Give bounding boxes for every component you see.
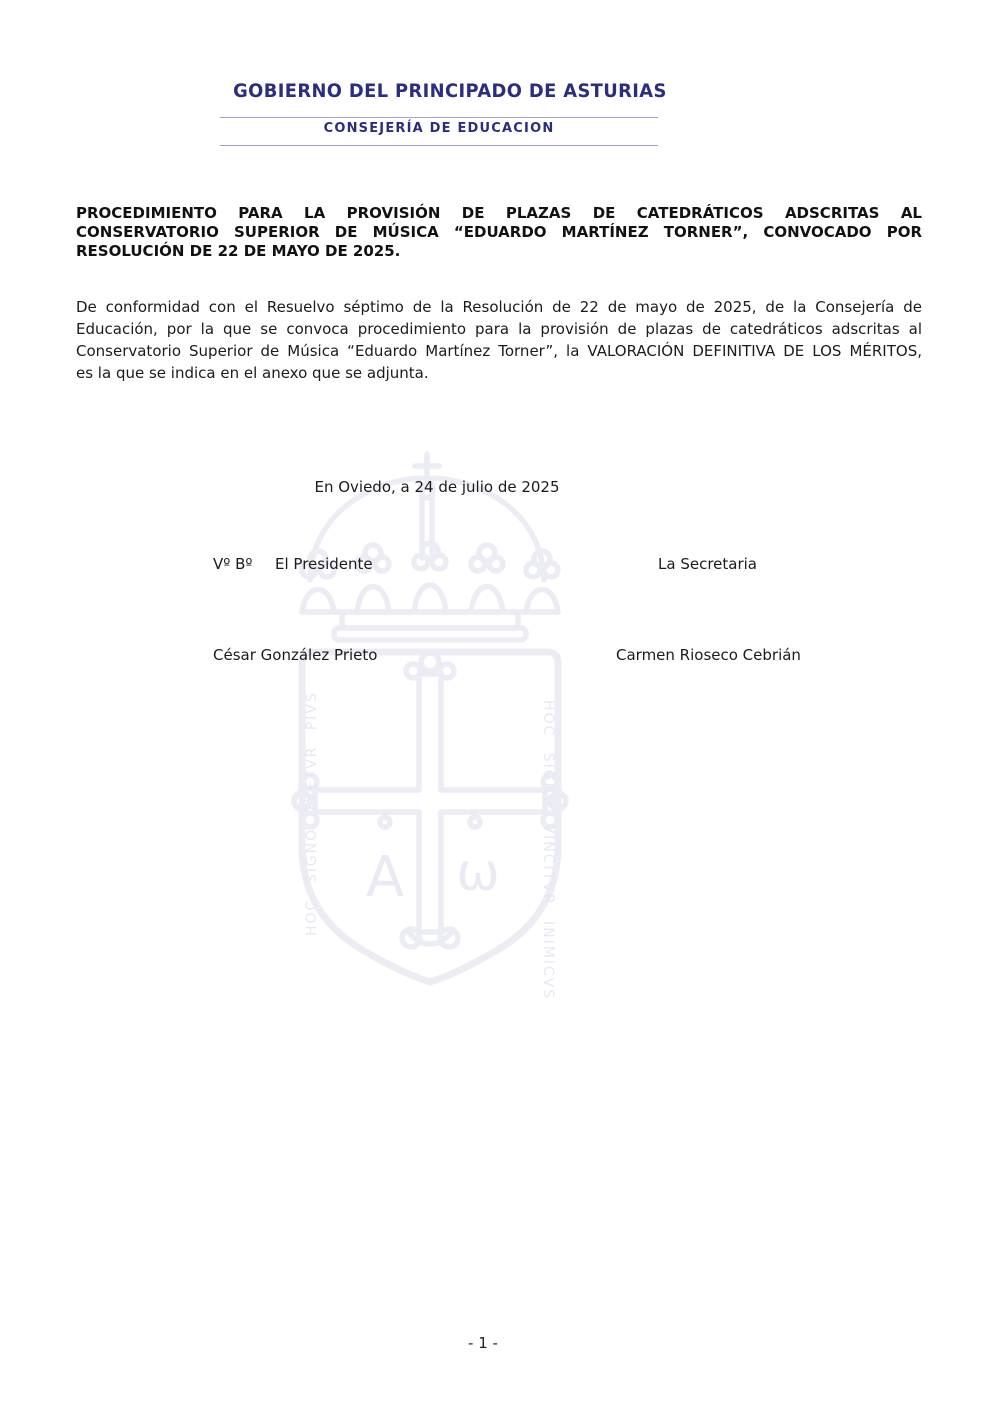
title-paragraph (76, 204, 922, 261)
omega-letter: ω (456, 843, 500, 903)
header-rule-bottom (220, 145, 658, 146)
body-line: es la que se indica en el anexo que se adjunta. (76, 364, 429, 382)
header-rule-top (220, 117, 658, 118)
victory-cross-icon (294, 653, 566, 947)
body-line: De conformidad con el Resuelvo séptimo de la Resolución de 22 de mayo de 2025, de la Consejería de (76, 298, 922, 316)
dateline: En Oviedo, a 24 de julio de 2025 (314, 478, 560, 496)
page-number: - 1 - (468, 1334, 498, 1352)
government-org-name: GOBIERNO DEL PRINCIPADO DE ASTURIAS (233, 80, 667, 102)
department-name: CONSEJERÍA DE EDUCACION (323, 121, 555, 136)
title-line: CONSERVATORIO SUPERIOR DE MÚSICA “EDUARDO MARTÍNEZ TORNER”, CONVOCADO POR (76, 223, 922, 241)
header (220, 80, 667, 102)
president-role-label: El Presidente (275, 555, 373, 573)
watermark-motto-left: HOC SIGNO TVETVR PIVS (304, 691, 320, 936)
body-line: Educación, por la que se convoca procedimiento para la provisión de plazas de catedráticos adscritas al (76, 320, 922, 338)
title-line: PROCEDIMIENTO PARA LA PROVISIÓN DE PLAZAS DE CATEDRÁTICOS ADSCRITAS AL (76, 204, 922, 222)
president-name: César González Prieto (213, 646, 378, 664)
secretary-role-label: La Secretaria (658, 555, 757, 573)
vobo-label: Vº Bº (213, 555, 253, 573)
coat-of-arms-svg (250, 450, 610, 1010)
body-line: Conservatorio Superior de Música “Eduardo Martínez Torner”, la VALORACIÓN DEFINITIVA DE LOS MÉRITOS, (76, 342, 922, 360)
watermark-motto-right: HOC SIGNO VINCITVR INIMICVS (540, 700, 556, 1001)
body-paragraph (76, 296, 922, 384)
title-line: RESOLUCIÓN DE 22 DE MAYO DE 2025. (76, 242, 401, 260)
alpha-letter: Α (365, 845, 405, 910)
secretary-name: Carmen Rioseco Cebrián (616, 646, 801, 664)
asturias-coat-of-arms-watermark (250, 450, 610, 1010)
